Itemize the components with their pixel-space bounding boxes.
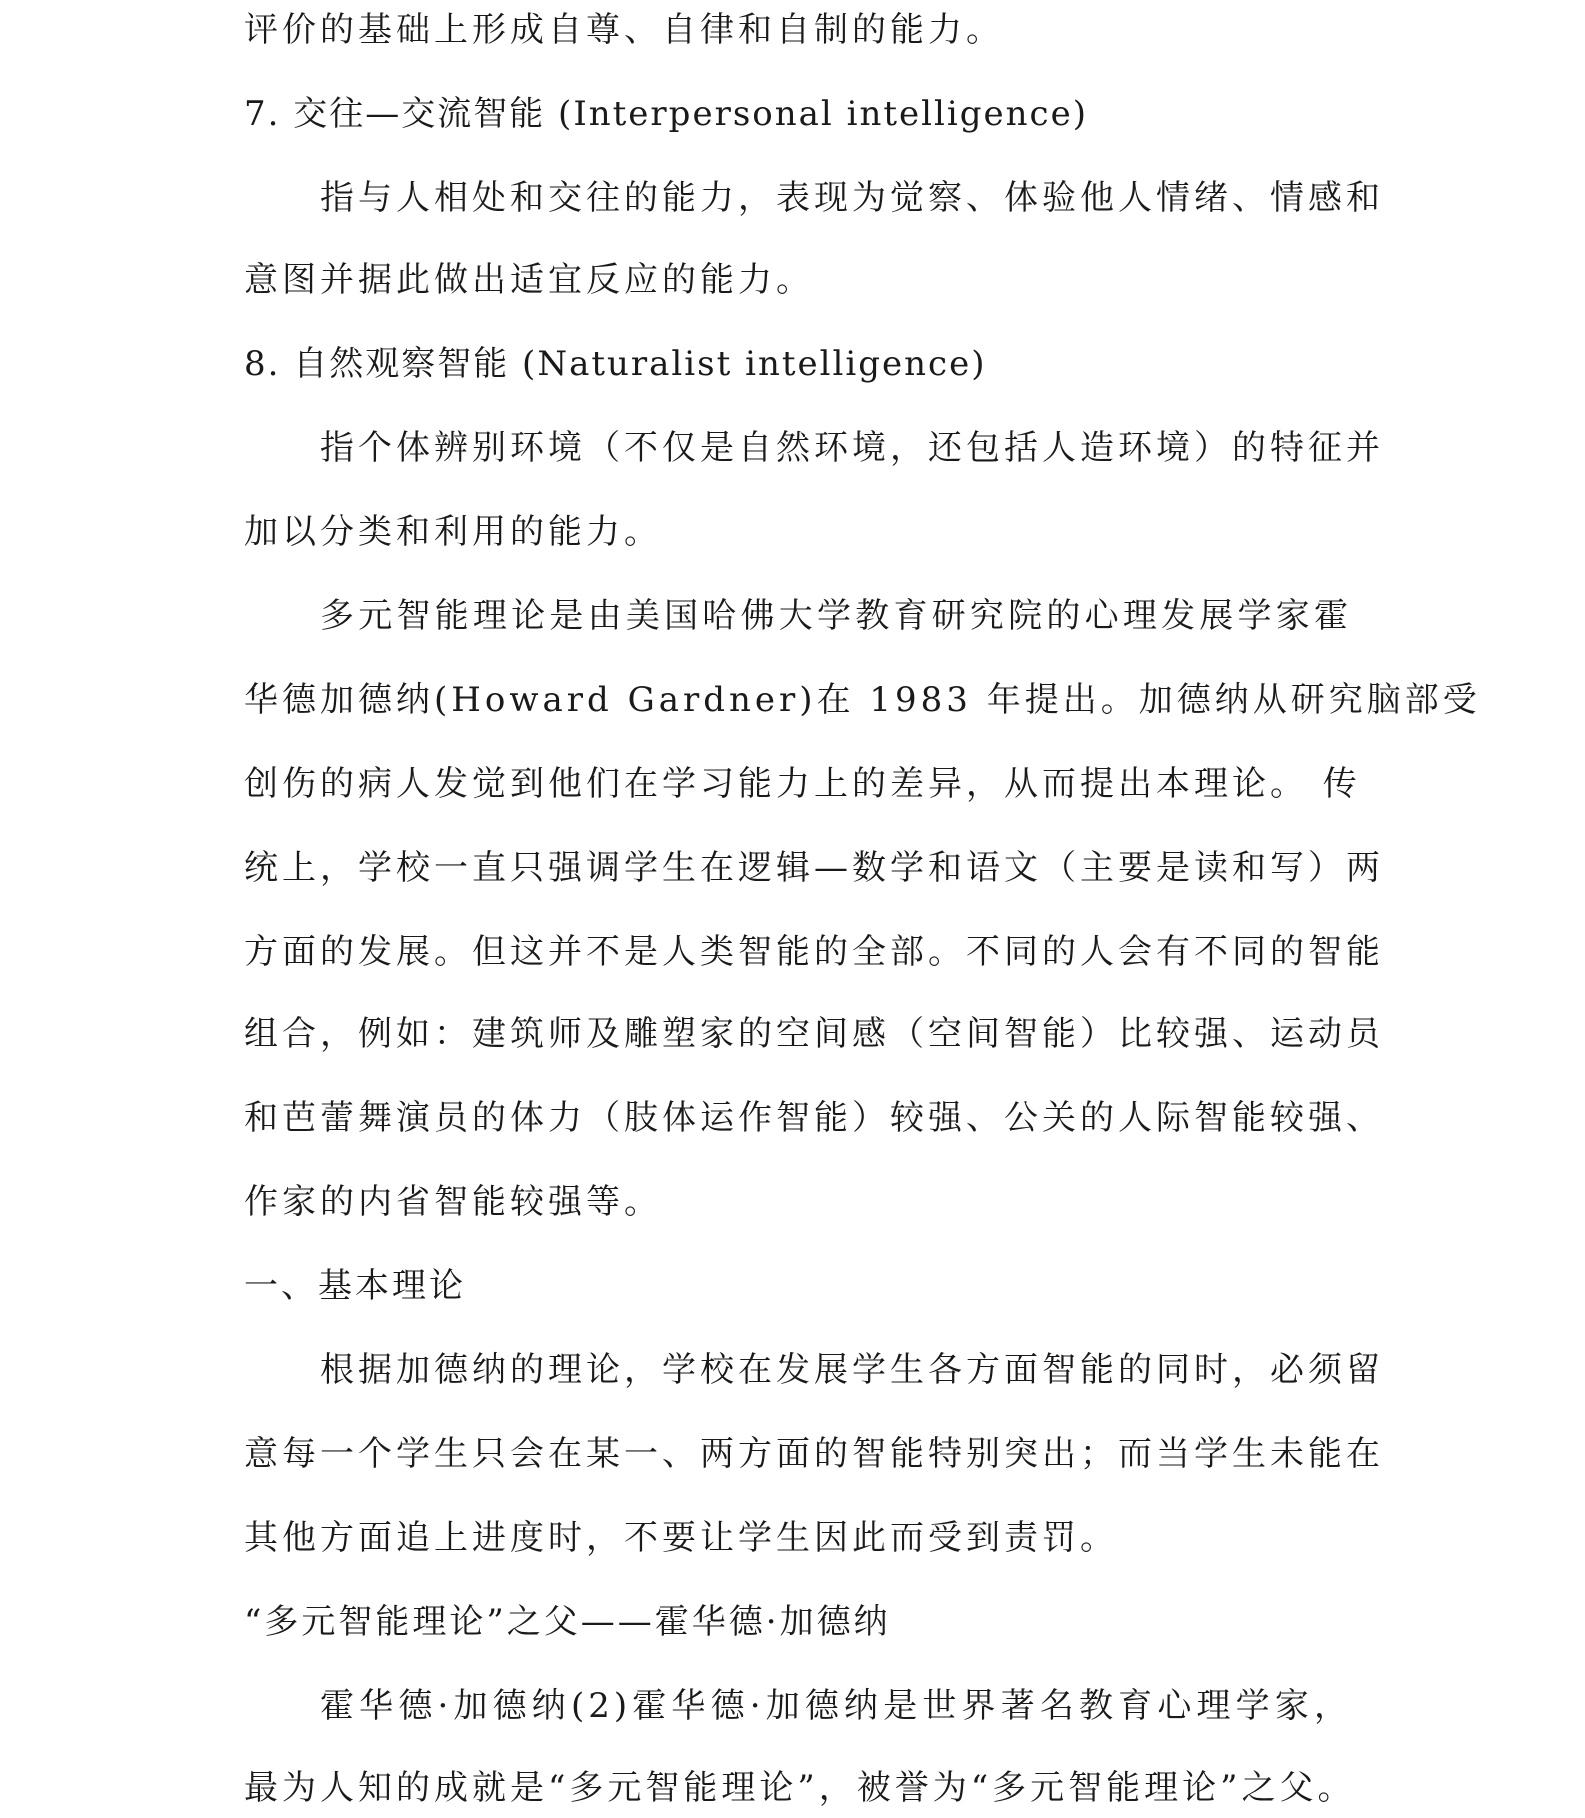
list-heading-naturalist: 8. 自然观察智能 (Naturalist intelligence)	[244, 344, 987, 384]
list-heading-interpersonal: 7. 交往—交流智能 (Interpersonal intelligence)	[244, 94, 1088, 134]
paragraph-line: 其他方面追上进度时，不要让学生因此而受到责罚。	[244, 1518, 1118, 1558]
paragraph-line: 组合，例如：建筑师及雕塑家的空间感（空间智能）比较强、运动员	[244, 1014, 1384, 1054]
section-heading-basic-theory: 一、基本理论	[244, 1266, 466, 1306]
paragraph-line: 统上，学校一直只强调学生在逻辑—数学和语文（主要是读和写）两	[244, 848, 1384, 888]
paragraph-line: 创伤的病人发觉到他们在学习能力上的差异，从而提出本理论。 传	[244, 764, 1361, 804]
paragraph-line: 意图并据此做出适宜反应的能力。	[244, 260, 814, 300]
paragraph-line: 方面的发展。但这并不是人类智能的全部。不同的人会有不同的智能	[244, 932, 1384, 972]
paragraph-line: 作家的内省智能较强等。	[244, 1182, 662, 1222]
paragraph-line: 根据加德纳的理论，学校在发展学生各方面智能的同时，必须留	[320, 1350, 1384, 1390]
paragraph-line: 指与人相处和交往的能力，表现为觉察、体验他人情绪、情感和	[320, 178, 1384, 218]
paragraph-line: 华德加德纳(Howard Gardner)在 1983 年提出。加德纳从研究脑部受	[244, 680, 1481, 720]
paragraph-line: 霍华德·加德纳(2)霍华德·加德纳是世界著名教育心理学家，	[320, 1686, 1352, 1726]
paragraph-line: 评价的基础上形成自尊、自律和自制的能力。	[244, 10, 1004, 50]
paragraph-line: 指个体辨别环境（不仅是自然环境，还包括人造环境）的特征并	[320, 428, 1384, 468]
paragraph-line: 多元智能理论是由美国哈佛大学教育研究院的心理发展学家霍	[320, 596, 1352, 636]
section-heading-gardner: “多元智能理论”之父——霍华德·加德纳	[244, 1602, 891, 1642]
paragraph-line: 最为人知的成就是“多元智能理论”，被誉为“多元智能理论”之父。	[244, 1768, 1356, 1808]
paragraph-line: 和芭蕾舞演员的体力（肢体运作智能）较强、公关的人际智能较强、	[244, 1098, 1384, 1138]
paragraph-line: 加以分类和利用的能力。	[244, 512, 662, 552]
paragraph-line: 意每一个学生只会在某一、两方面的智能特别突出；而当学生未能在	[244, 1434, 1384, 1474]
